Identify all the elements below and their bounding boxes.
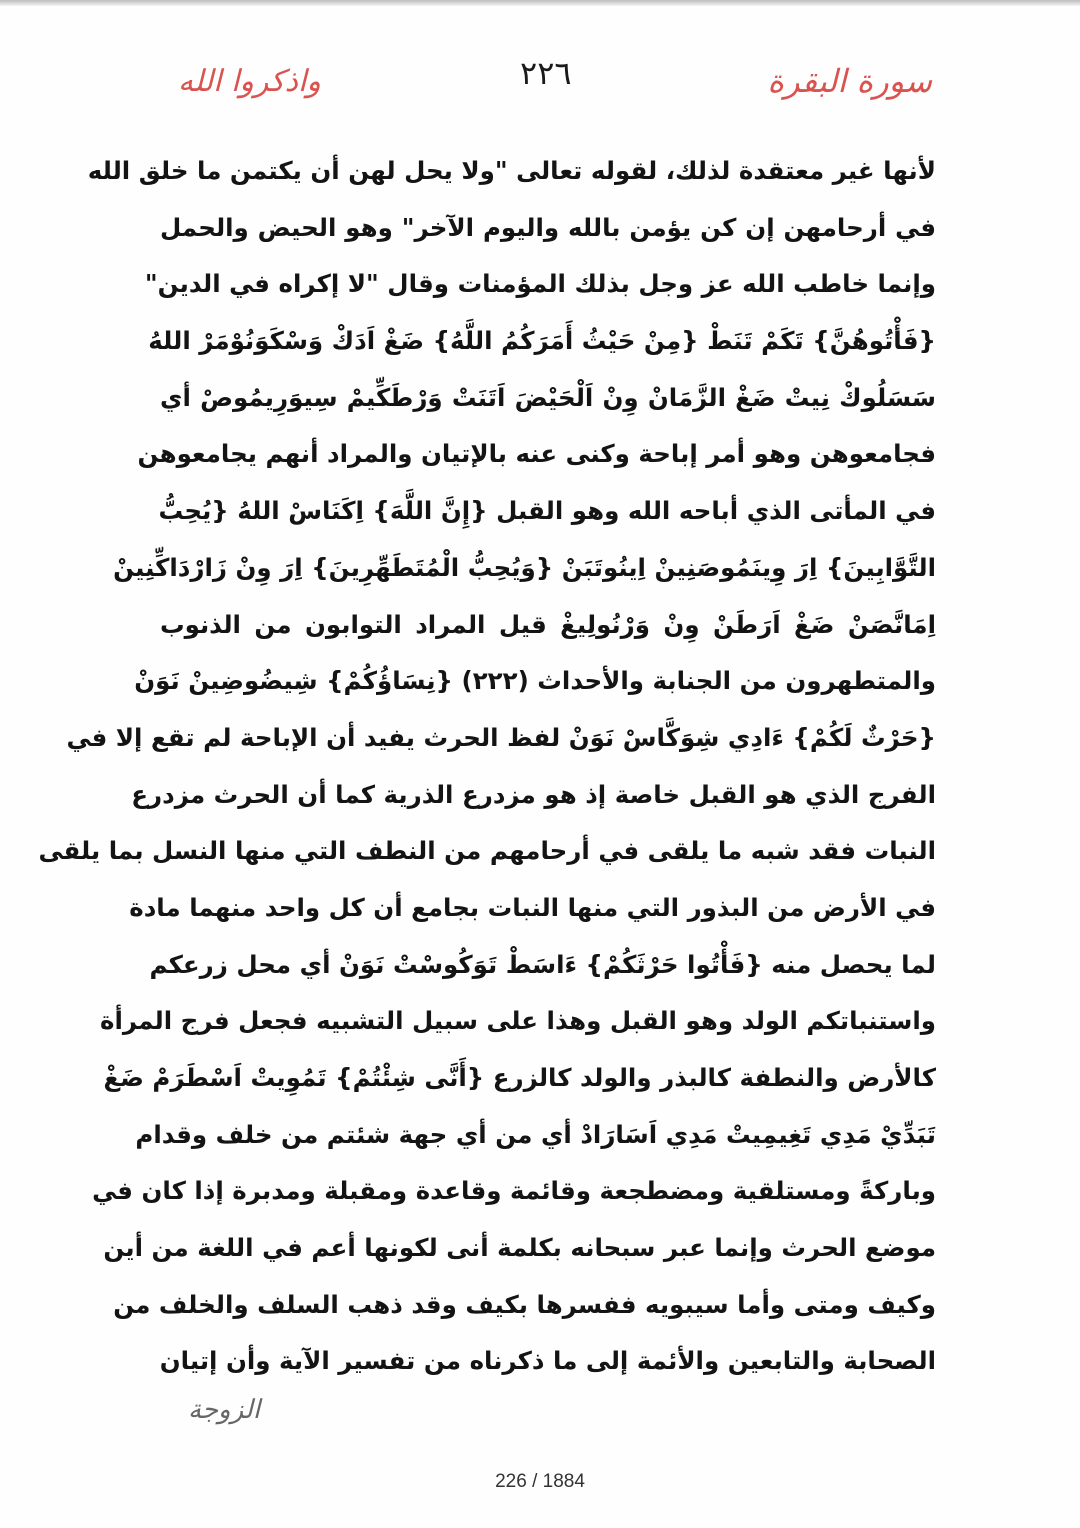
page-header (150, 52, 950, 122)
text-line: {حَرْثٌ لَكُمْ} ءَادِي شِوَكَّاسْ نَوَنْ لفظ الحرث يفيد أن الإباحة لم تقع إلا في (66, 722, 936, 752)
text-line: الصحابة والتابعين والأئمة إلى ما ذكرناه من تفسير الآية وأن إتيان (159, 1346, 936, 1376)
text-line: واستنباتكم الولد وهو القبل وهذا على سبيل التشبيه فجعل فرج المرأة (100, 1006, 936, 1036)
text-line: موضع الحرث وإنما عبر سبحانه بكلمة أنى لكونها أعم في اللغة من أين (103, 1233, 936, 1263)
text-line: وإنما خاطب الله عز وجل بذلك المؤمنات وقال "لا إكراه في الدين" (144, 269, 936, 299)
text-line: النبات فقد شبه ما يلقى في أرحامهم من النطف التي منها النسل بما يلقى (38, 836, 936, 866)
text-line: لأنها غير معتقدة لذلك، لقوله تعالى "ولا يحل لهن أن يكتمن ما خلق الله (87, 156, 936, 185)
text-line: فجامعوهن وهو أمر إباحة وكنى عنه بالإتيان والمراد أنهم يجامعوهن (137, 439, 936, 469)
page-counter: 226 / 1884 (495, 1471, 585, 1492)
text-line: في أرحامهن إن كن يؤمن بالله واليوم الآخر" وهو الحيض والحمل (160, 212, 936, 242)
text-line: التَّوَّابِينَ} اِرَ وِينَمُوصَنِينْ اِينُوتَبَنْ {وَيُحِبُّ الْمُتَطَهِّرِينَ} اِرَ وِنْ زَارْدَاكِّنِينْ (113, 552, 936, 582)
text-line: في المأتى الذي أباحه الله وهو القبل {إِنَّ اللَّهَ} اِكَنَاسْ اللهُ {يُحِبُّ (158, 496, 936, 526)
text-line: سَسَلُوكْ نِيتْ ضَغْ الزَّمَانْ وِنْ اَلْحَيْضَ اَتَنَتْ وَرْطَكِّيمْ سِيوَرِيمُوصْ أي (160, 382, 936, 412)
text-line: كالأرض والنطفة كالبذر والولد كالزرع {أَنَّى شِئْتُمْ} تَمُوِيتْ اَسْطَرَمْ ضَغْ (103, 1063, 936, 1092)
text-line: لما يحصل منه {فَأْتُوا حَرْثَكُمْ} ءَاسَطْ تَوَكُوسْتْ نَوَنْ أي محل زرعكم (149, 949, 936, 979)
text-line: والمتطهرون من الجنابة والأحداث (٢٢٢) {نِسَاؤُكُمْ} شِيضُوضِينْ نَوَنْ (134, 666, 936, 696)
text-line: اِمَانَّصَنْ ضَغْ اَرَطَنْ وِنْ وَرْنُولِيغْ قيل المراد التوابون من الذنوب (160, 609, 936, 639)
text-line: وكيف ومتى وأما سيبويه ففسرها بكيف وقد ذهب السلف والخلف من (113, 1289, 936, 1319)
body-text (38, 143, 936, 1390)
catchword-footnote: الزوجة (188, 1395, 261, 1425)
text-line: الفرج الذي هو القبل خاصة إذ هو مزدرع الذرية كما أن الحرث مزدرع (131, 779, 936, 809)
page-number: ٢٢٦ (520, 54, 572, 92)
text-line: في الأرض من البذور التي منها النبات بجامع أن كل واحد منهما مادة (129, 892, 936, 922)
surah-name: سورة البقرة (767, 62, 932, 100)
handwritten-note: واذكروا الله (178, 64, 321, 99)
text-line: {فَأْتُوهُنَّ} تَكَمْ تَنَطْ {مِنْ حَيْثُ أَمَرَكُمُ اللَّهُ} ضَغْ اَدَكْ وَسْكَوَنُوْمَرْ اللهُ (148, 326, 936, 356)
text-line: وباركةً ومستلقية ومضطجعة وقائمة وقاعدة ومقبلة ومدبرة إذا كان في (92, 1176, 936, 1206)
scan-top-edge (0, 0, 1080, 6)
text-line: تَبَدِّيْ مَدِي تَغِيمِيتْ مَدِي اَسَارَادْ أي من أي جهة شئتم من خلف وقدام (135, 1119, 936, 1149)
